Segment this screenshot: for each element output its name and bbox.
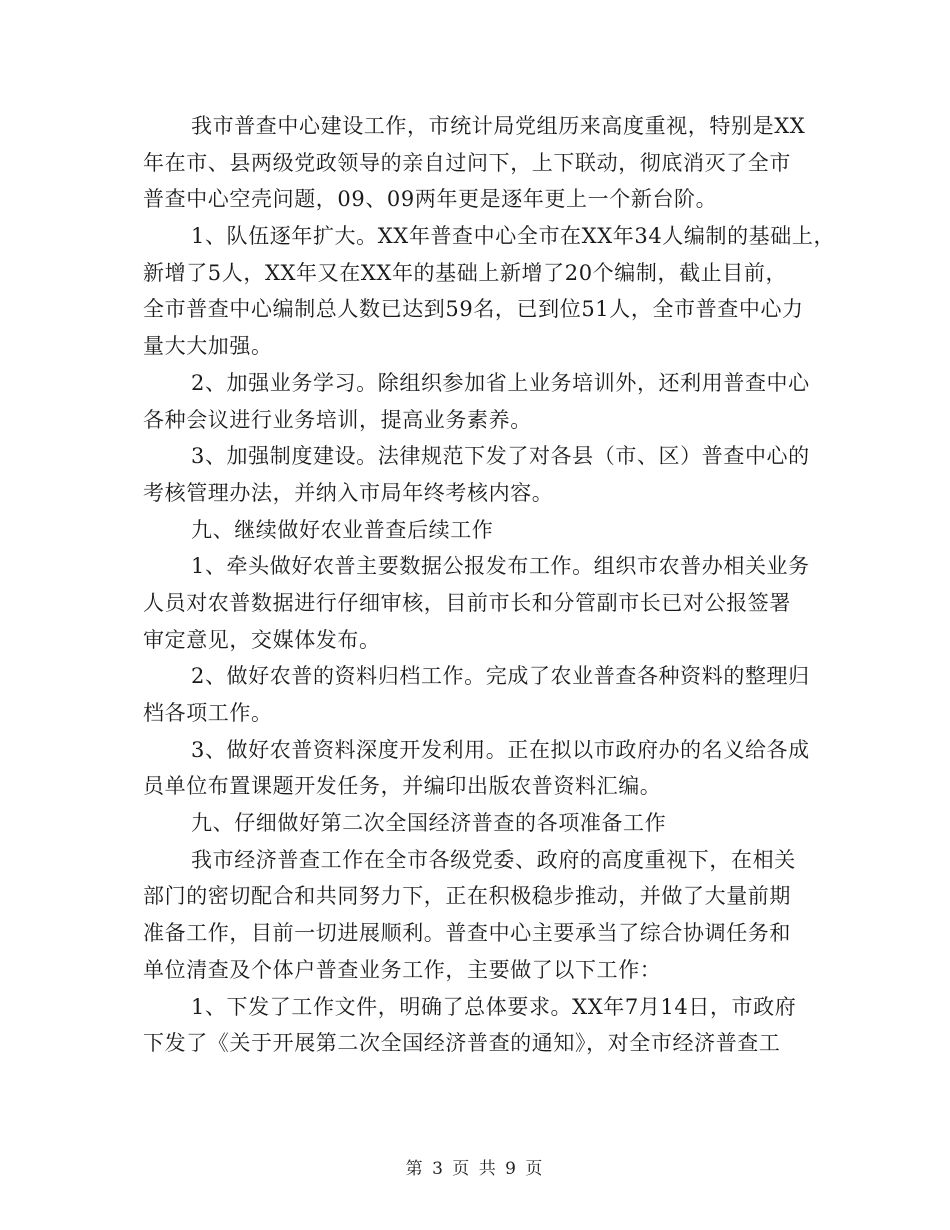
text-line: 考核管理办法，并纳入市局年终考核内容。 bbox=[143, 480, 554, 505]
section-heading: 九、仔细做好第二次全国经济普查的各项准备工作 bbox=[191, 811, 667, 836]
text-line: 我市经济普查工作在全市各级党委、政府的高度重视下，在相关 bbox=[191, 847, 796, 872]
text-line: 全市普查中心编制总人数已达到59名，已到位51人，全市普查中心力 bbox=[143, 297, 804, 322]
text-line: 我市普查中心建设工作，市统计局党组历来高度重视，特别是XX bbox=[191, 114, 806, 138]
document-body bbox=[143, 108, 836, 1062]
text-line: 1、队伍逐年扩大。XX年普查中心全市在XX年34人编制的基础上， bbox=[191, 224, 836, 249]
text-line: 新增了5人，XX年又在XX年的基础上新增了20个编制，截止目前， bbox=[143, 260, 788, 285]
text-line: 普查中心空壳问题，09、09两年更是逐年更上一个新台阶。 bbox=[143, 187, 718, 212]
text-line: 量大大加强。 bbox=[143, 334, 273, 359]
text-line: 2、做好农普的资料归档工作。完成了农业普查各种资料的整理归 bbox=[191, 664, 810, 689]
text-line: 下发了《关于开展第二次全国经济普查的通知》，对全市经济普查工 bbox=[143, 1031, 781, 1056]
text-line: 部门的密切配合和共同努力下，正在积极稳步推动，并做了大量前期 bbox=[143, 884, 791, 909]
text-line: 3、做好农普资料深度开发利用。正在拟以市政府办的名义给各成 bbox=[191, 737, 810, 762]
page-footer: 第 3 页 共 9 页 bbox=[405, 1159, 545, 1179]
text-line: 年在市、县两级党政领导的亲自过问下，上下联动，彻底消灭了全市 bbox=[143, 150, 791, 175]
text-line: 单位清查及个体户普查业务工作，主要做了以下工作： bbox=[143, 957, 662, 982]
text-line: 3、加强制度建设。法律规范下发了对各县（市、区）普查中心的 bbox=[191, 444, 810, 469]
text-line: 档各项工作。 bbox=[143, 701, 273, 725]
text-line: 准备工作，目前一切进展顺利。普查中心主要承当了综合协调任务和 bbox=[143, 921, 791, 946]
text-line: 审定意见，交媒体发布。 bbox=[143, 627, 381, 652]
text-line: 员单位布置课题开发任务，并编印出版农普资料汇编。 bbox=[143, 774, 662, 799]
text-line: 人员对农普数据进行仔细审核，目前市长和分管副市长已对公报签署 bbox=[143, 590, 791, 615]
text-line: 1、下发了工作文件，明确了总体要求。XX年7月14日，市政府 bbox=[191, 994, 797, 1019]
text-line: 1、牵头做好农普主要数据公报发布工作。组织市农普办相关业务 bbox=[191, 554, 810, 579]
text-line: 2、加强业务学习。除组织参加省上业务培训外，还利用普查中心 bbox=[191, 370, 810, 395]
text-line: 各种会议进行业务培训，提高业务素养。 bbox=[143, 407, 532, 432]
section-heading: 九、继续做好农业普查后续工作 bbox=[191, 517, 494, 542]
